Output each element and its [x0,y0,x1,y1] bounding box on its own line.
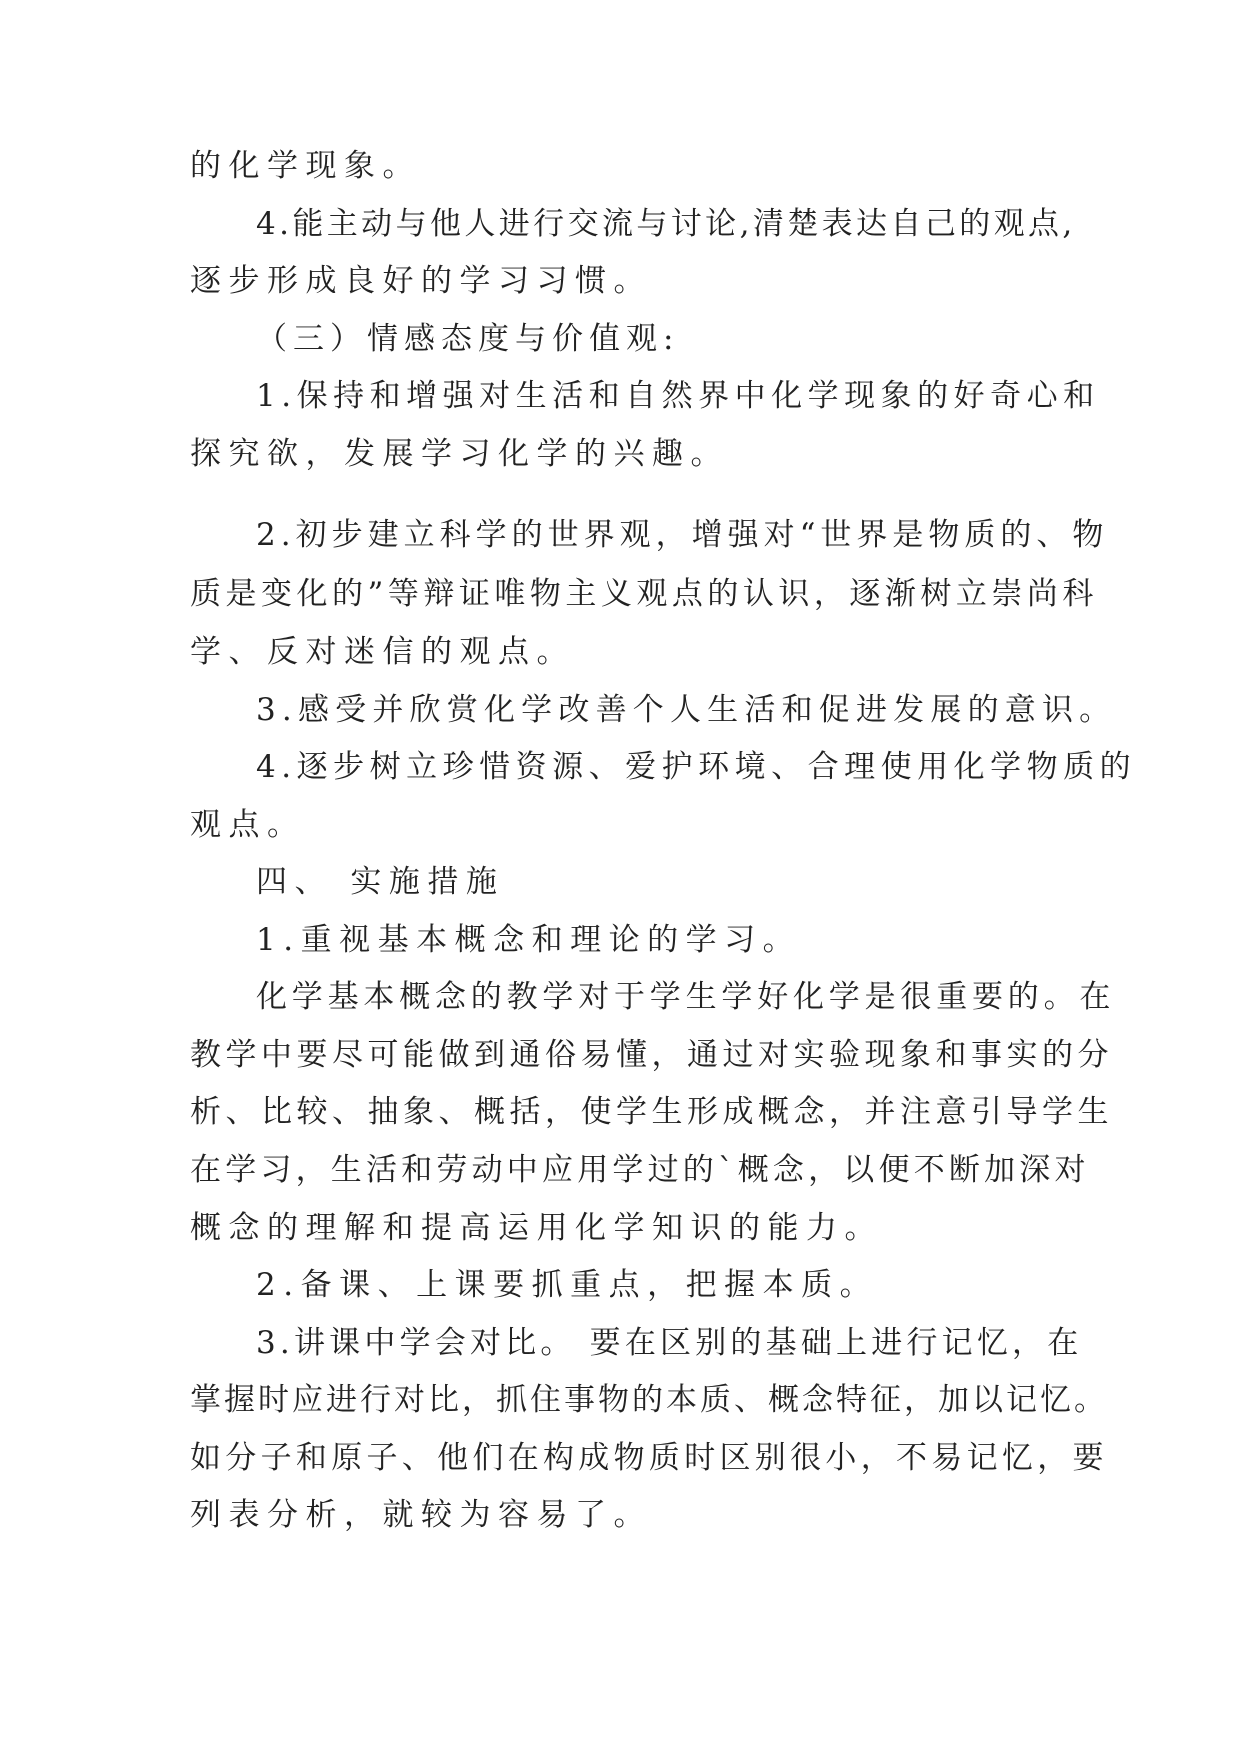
text-line: 概念的理解和提高运用化学知识的能力。 [190,1210,883,1246]
text-line: 析、比较、抽象、概括，使学生形成概念，并注意引导学生 [190,1094,1113,1130]
text-line: 逐步形成良好的学习习惯。 [190,263,652,299]
text-line: 掌握时应进行对比，抓住事物的本质、概念特征，加以记忆。 [190,1382,1108,1418]
text-line: 质是变化的”等辩证唯物主义观点的认识，逐渐树立崇尚科 [190,576,1098,612]
section-heading: 四、 实施措施 [256,864,505,900]
text-line: 4.逐步树立珍惜资源、爱护环境、合理使用化学物质的 [256,749,1137,785]
text-line: 如分子和原子、他们在构成物质时区别很小，不易记忆，要 [190,1440,1108,1476]
text-line: 2.初步建立科学的世界观，增强对“世界是物质的、物 [256,517,1109,553]
text-line: 3.讲课中学会对比。 要在区别的基础上进行记忆，在 [256,1325,1083,1361]
text-line: 学、反对迷信的观点。 [190,634,575,670]
text-line: 的化学现象。 [190,148,421,184]
text-line: 4.能主动与他人进行交流与讨论,清楚表达自己的观点, [256,206,1076,242]
text-line: 1.保持和增强对生活和自然界中化学现象的好奇心和 [256,378,1100,414]
text-line: 教学中要尽可能做到通俗易懂，通过对实验现象和事实的分 [190,1037,1113,1073]
text-line: 2.备课、上课要抓重点，把握本质。 [256,1267,879,1303]
text-line: 观点。 [190,807,306,843]
text-line: 在学习，生活和劳动中应用学过的`概念，以便不断加深对 [190,1152,1090,1188]
text-line: 1.重视基本概念和理论的学习。 [256,922,802,958]
text-line: 列表分析，就较为容易了。 [190,1497,652,1533]
text-line: 化学基本概念的教学对于学生学好化学是很重要的。在 [256,979,1116,1015]
section-heading: （三）情感态度与价值观: [256,321,680,357]
text-line: 探究欲，发展学习化学的兴趣。 [190,436,729,472]
text-line: 3.感受并欣赏化学改善个人生活和促进发展的意识。 [256,692,1117,728]
